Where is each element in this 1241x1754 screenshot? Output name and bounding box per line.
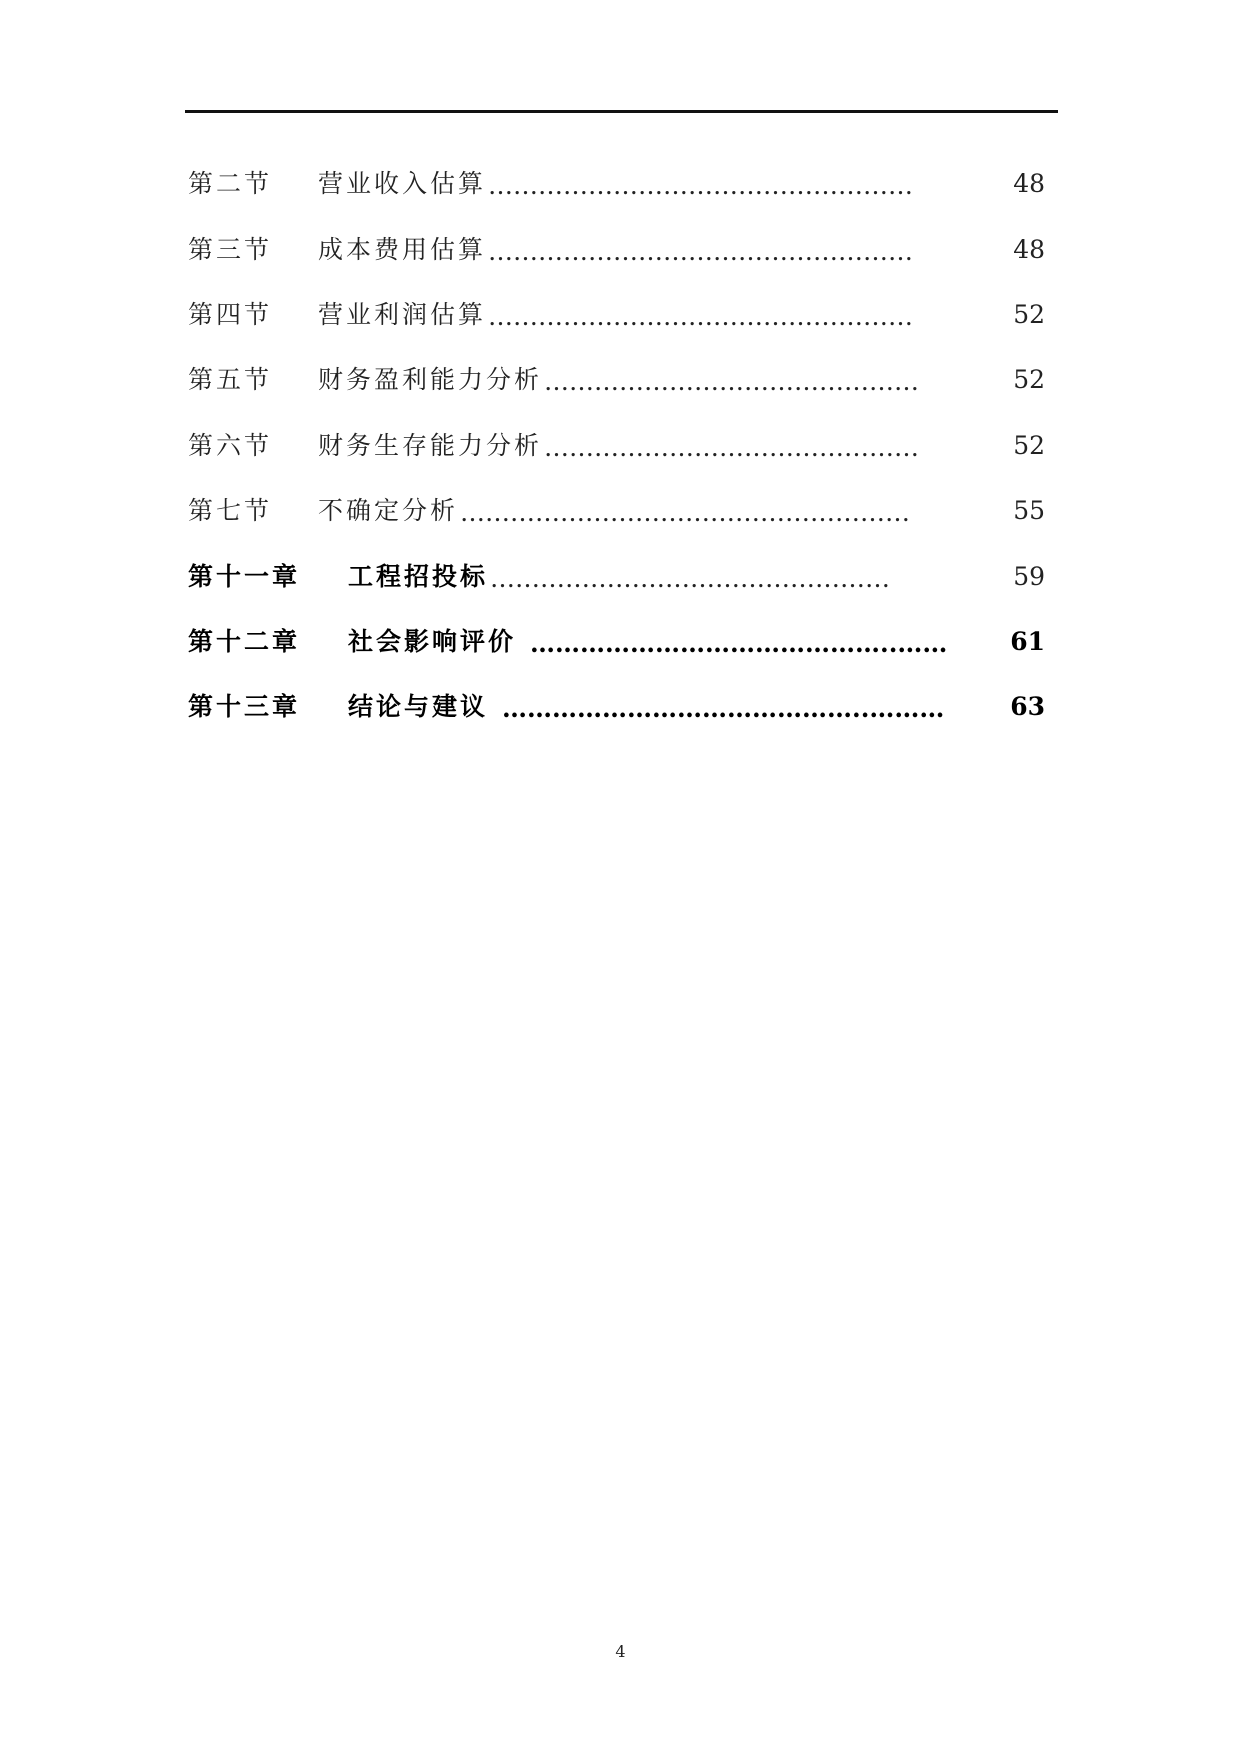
toc-entry-section-4[interactable] bbox=[188, 282, 1045, 347]
toc-entry-prefix: 第七节 bbox=[188, 496, 273, 526]
toc-entry-prefix: 第六节 bbox=[188, 430, 273, 460]
toc-entry-section-2[interactable] bbox=[188, 151, 1045, 216]
toc-entry-leader: …………………………………………… bbox=[488, 238, 914, 264]
toc-entry-page: 52 bbox=[1013, 430, 1045, 460]
toc-entry-prefix: 第十三章 bbox=[188, 692, 301, 722]
toc-entry-page: 63 bbox=[1010, 692, 1045, 722]
toc-entry-title: 社会影响评价 bbox=[348, 626, 517, 656]
toc-entry-leader: ………………………………………… bbox=[490, 565, 891, 591]
toc-entry-prefix: 第三节 bbox=[188, 234, 273, 264]
toc-entry-page: 55 bbox=[1013, 496, 1045, 526]
header-rule bbox=[185, 110, 1058, 113]
toc-entry-leader: ……………………………………… bbox=[544, 434, 920, 460]
toc-entry-section-3[interactable] bbox=[188, 216, 1045, 281]
toc-entry-title: 工程招投标 bbox=[348, 561, 489, 591]
table-of-contents bbox=[188, 151, 1045, 740]
toc-entry-title: 不确定分析 bbox=[318, 496, 459, 526]
toc-entry-page: 52 bbox=[1013, 365, 1045, 395]
toc-entry-title: 营业收入估算 bbox=[318, 169, 487, 199]
toc-entry-prefix: 第十二章 bbox=[188, 626, 301, 656]
toc-entry-prefix: 第十一章 bbox=[188, 561, 301, 591]
toc-entry-chapter-13[interactable] bbox=[188, 674, 1045, 739]
toc-entry-chapter-11[interactable] bbox=[188, 543, 1045, 608]
toc-entry-leader: ……………………………………………… bbox=[460, 500, 911, 526]
toc-entry-title: 成本费用估算 bbox=[318, 234, 487, 264]
toc-entry-section-6[interactable] bbox=[188, 413, 1045, 478]
toc-entry-leader: …………………………………………… bbox=[488, 303, 914, 329]
toc-entry-prefix: 第四节 bbox=[188, 299, 273, 329]
toc-entry-leader: …………………………………………… bbox=[488, 173, 914, 199]
toc-entry-prefix: 第二节 bbox=[188, 169, 273, 199]
page-number: 4 bbox=[615, 1642, 626, 1661]
toc-entry-page: 59 bbox=[1013, 561, 1045, 591]
toc-entry-title: 财务生存能力分析 bbox=[318, 430, 543, 460]
toc-entry-page: 61 bbox=[1010, 626, 1045, 656]
toc-entry-leader: ……………………………………… bbox=[544, 369, 920, 395]
toc-entry-section-7[interactable] bbox=[188, 478, 1045, 543]
toc-entry-section-5[interactable] bbox=[188, 347, 1045, 412]
toc-entry-page: 52 bbox=[1013, 299, 1045, 329]
toc-entry-page: 48 bbox=[1013, 234, 1045, 264]
toc-entry-leader: ……………………………………..…… bbox=[530, 630, 948, 656]
toc-entry-title: 营业利润估算 bbox=[318, 299, 487, 329]
toc-entry-title: 财务盈利能力分析 bbox=[318, 365, 543, 395]
toc-entry-title: 结论与建议 bbox=[348, 692, 489, 722]
toc-entry-leader: ……………………………………..……… bbox=[502, 696, 945, 722]
toc-entry-prefix: 第五节 bbox=[188, 365, 273, 395]
toc-entry-chapter-12[interactable] bbox=[188, 609, 1045, 674]
toc-entry-page: 48 bbox=[1013, 169, 1045, 199]
